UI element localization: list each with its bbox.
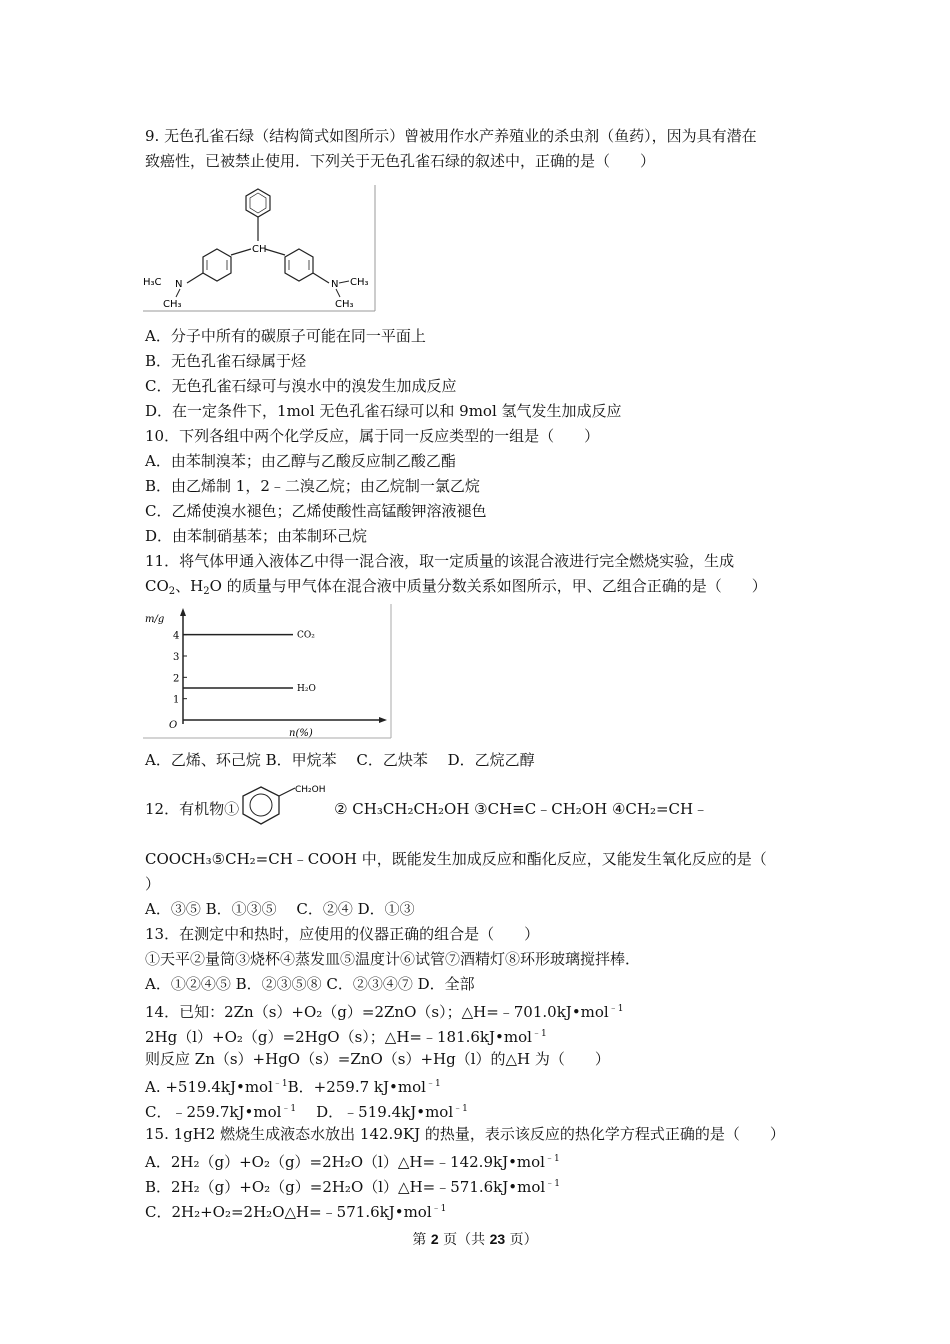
h3c-label: H₃C xyxy=(143,277,162,288)
q9-stem-line2: 致癌性，已被禁止使用．下列关于无色孔雀石绿的叙述中，正确的是（ ） xyxy=(145,152,656,170)
q14-options-cd: C．﹣259.7kJ•mol$^{﹣1}$ D．﹣519.4kJ•mol$^{﹣1}$ xyxy=(145,1103,468,1121)
q9-option-b: B．无色孔雀石绿属于烃 xyxy=(145,352,307,370)
series-label-0: CO₂ xyxy=(297,630,315,641)
q12-stem-line1: 12．有机物① CH₂OH ② CH₃CH₂CH₂OH ③CH≡C﹣CH₂OH ④CH₂=CH﹣ xyxy=(145,799,708,820)
q14-line2: 2Hg（l）+O₂（g）=2HgO（s）；△H=﹣181.6kJ•mol$^{﹣1}$ xyxy=(145,1028,547,1046)
y-tick-label-1: 1 xyxy=(173,694,180,706)
q9-structure-figure xyxy=(143,185,378,313)
q10-option-a: A．由苯制溴苯；由乙醇与乙酸反应制乙酸乙酯 xyxy=(145,452,456,470)
q13-options: A．①②④⑤ B．②③⑤⑧ C．②③④⑦ D．全部 xyxy=(145,975,475,993)
n-right-label: N xyxy=(331,279,339,290)
q14-line1: 14．已知：2Zn（s）+O₂（g）=2ZnO（s）；△H=﹣701.0kJ•mol$^{﹣1}$ xyxy=(145,1003,624,1021)
q15-option-c: C．2H₂+O₂=2H₂O△H=﹣571.6kJ•mol$^{﹣1}$ xyxy=(145,1203,447,1221)
q10-option-b: B．由乙烯制 1，2﹣二溴乙烷；由乙烷制一氯乙烷 xyxy=(145,477,480,495)
q10-option-c: C．乙烯使溴水褪色；乙烯使酸性高锰酸钾溶液褪色 xyxy=(145,502,487,520)
series-label-1: H₂O xyxy=(297,684,316,694)
q10-stem: 10．下列各组中两个化学反应，属于同一反应类型的一组是（ ） xyxy=(145,427,600,445)
q14-line3: 则反应 Zn（s）+HgO（s）=ZnO（s）+Hg（l）的△H 为（ ） xyxy=(145,1050,610,1068)
q15-stem: 15. 1gH2 燃烧生成液态水放出 142.9KJ 的热量，表示该反应的热化学方程式正确的是（ ） xyxy=(145,1125,785,1143)
q9-option-d: D．在一定条件下，1mol 无色孔雀石绿可以和 9mol 氢气发生加成反应 xyxy=(145,402,622,420)
q15-option-b: B．2H₂（g）+O₂（g）=2H₂O（l）△H=﹣571.6kJ•mol$^{﹣1}$ xyxy=(145,1178,560,1196)
q11-stem-line2: $CO_2$、$H_2O$ 的质量与甲气体在混合液中质量分数关系如图所示，甲、乙组合正确的是（ ） xyxy=(145,577,767,597)
y-tick-label-4: 4 xyxy=(173,630,180,642)
ch3-right-bottom-label: CH₃ xyxy=(335,299,354,310)
q12-options: A．③⑤ B．①③⑤ C．②④ D．①③ xyxy=(145,900,415,918)
q11-chart xyxy=(143,604,395,740)
q11-options: A．乙烯、环己烷 B．甲烷苯 C．乙炔苯 D．乙烷乙醇 xyxy=(145,751,535,769)
q12-stem-line3: ） xyxy=(145,875,161,893)
ch3-right-top-label: CH₃ xyxy=(350,277,369,288)
q9-option-c: C．无色孔雀石绿可与溴水中的溴发生加成反应 xyxy=(145,377,457,395)
q15-option-a: A．2H₂（g）+O₂（g）=2H₂O（l）△H=﹣142.9kJ•mol$^{﹣1}$ xyxy=(145,1153,560,1171)
origin-label: O xyxy=(169,720,178,731)
q13-items: ①天平②量筒③烧杯④蒸发皿⑤温度计⑥试管⑦酒精灯⑧环形玻璃搅拌棒． xyxy=(145,950,641,968)
ch2oh-label: CH₂OH xyxy=(295,785,326,795)
q13-stem: 13．在测定中和热时，应使用的仪器正确的组合是（ ） xyxy=(145,925,540,943)
q12-stem-line2: COOCH₃⑤CH₂=CH﹣COOH 中，既能发生加成反应和酯化反应，又能发生氧化反应的是（ xyxy=(145,850,767,868)
q10-option-d: D．由苯制硝基苯；由苯制环己烷 xyxy=(145,527,368,545)
benzyl-alcohol-structure xyxy=(239,785,334,820)
y-tick-label-2: 2 xyxy=(173,673,180,685)
n-left-label: N xyxy=(175,279,183,290)
q9-option-a: A．分子中所有的碳原子可能在同一平面上 xyxy=(145,327,426,345)
ch-label: CH xyxy=(252,244,267,255)
y-axis-label: m/g xyxy=(145,614,165,625)
page-number: 2 xyxy=(430,1231,439,1247)
q9-stem-line1: 9. 无色孔雀石绿（结构简式如图所示）曾被用作水产养殖业的杀虫剂（鱼药），因为具有潜在 xyxy=(145,127,757,145)
page-footer: 第 2 页（共 23 页） xyxy=(412,1231,538,1248)
y-tick-label-3: 3 xyxy=(173,652,180,663)
ch3-left-label: CH₃ xyxy=(163,299,182,310)
x-axis-label: n(%) xyxy=(289,728,313,739)
q11-stem-line1: 11．将气体甲通入液体乙中得一混合液，取一定质量的该混合液进行完全燃烧实验，生成 xyxy=(145,552,735,570)
q14-options-ab: A. +519.4kJ•mol$^{﹣1}$B．+259.7 kJ•mol$^{﹣1}$ xyxy=(145,1078,441,1096)
page-total: 23 xyxy=(489,1231,506,1247)
